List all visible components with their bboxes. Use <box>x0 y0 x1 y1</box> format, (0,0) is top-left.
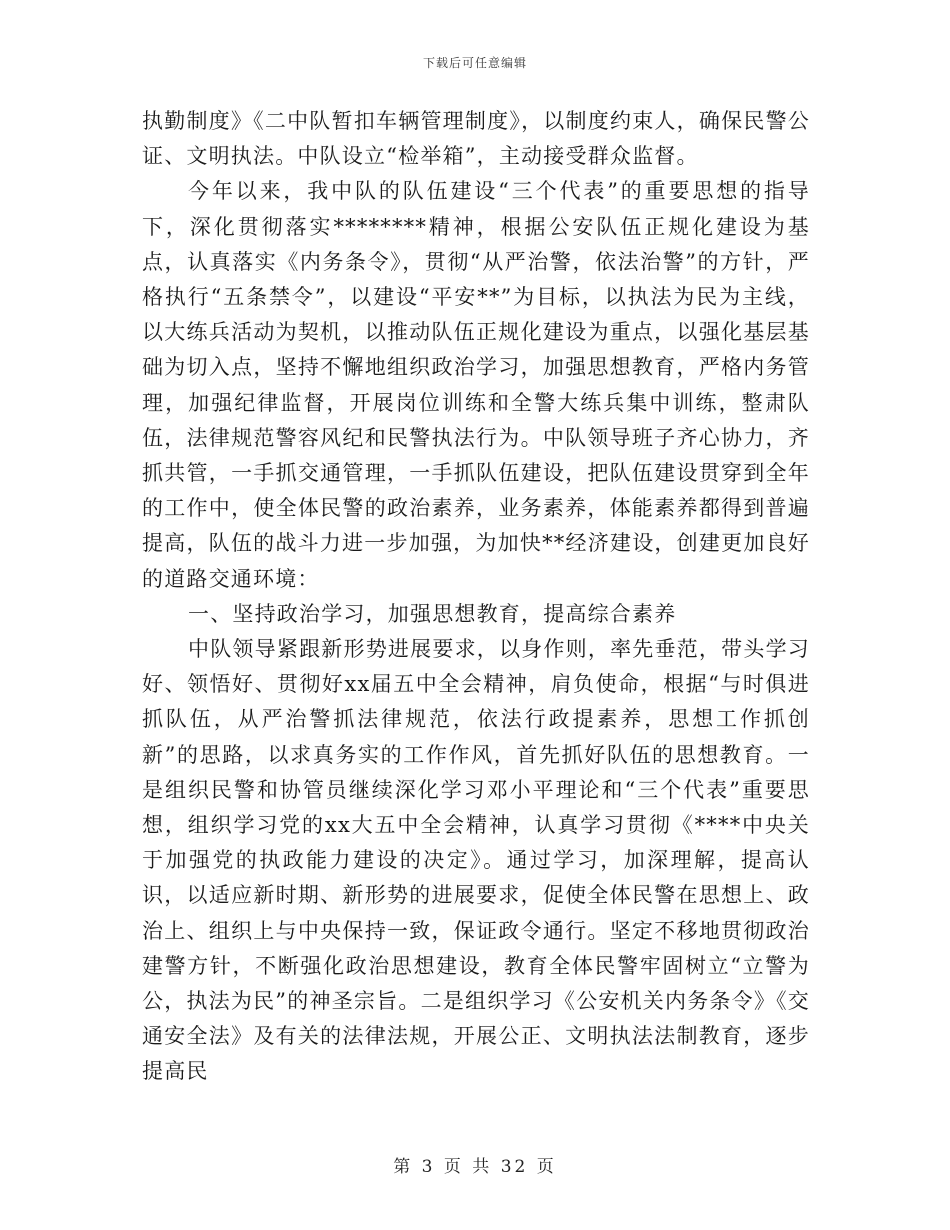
page-number-footer: 第 3 页 共 32 页 <box>393 1157 557 1177</box>
paragraph-continued: 执勤制度》《二中队暂扣车辆管理制度》，以制度约束人，确保民警公证、文明执法。中队设立“检举箱”，主动接受群众监督。 <box>142 109 810 169</box>
paragraph-leadership-study: 中队领导紧跟新形势进展要求，以身作则，率先垂范，带头学习好、领悟好、贯彻好xx届五中全会精神，肩负使命，根据“与时俱进抓队伍，从严治警抓法律规范，依法行政提素养，思想工作抓创新”的思路，以求真务实的工作作风，首先抓好队伍的思想教育。一是组织民警和协管员继续深化学习邓小平理论和“三个代表”重要思想，组织学习党的xx大五中全会精神，认真学习贯彻《****中央关于加强党的执政能力建设的决定》。通过学习，加深理解，提高认识，以适应新时期、新形势的进展要求，促使全体民警在思想上、政治上、组织上与中央保持一致，保证政令通行。坚定不移地贯彻政治建警方针，不断强化政治思想建设，教育全体民警牢固树立“立警为公，执法为民”的神圣宗旨。二是组织学习《公安机关内务条令》《交通安全法》及有关的法律法规，开展公正、文明执法法制教育，逐步提高民 <box>142 637 810 1084</box>
document-body <box>142 104 810 1090</box>
paragraph-team-building: 今年以来，我中队的队伍建设“三个代表”的重要思想的指导下，深化贯彻落实********精神，根据公安队伍正规化建设为基点，认真落实《内务条令》，贯彻“从严治警，依法治警”的方针，严格执行“五条禁令”，以建设“平安**”为目标，以执法为民为主线，以大练兵活动为契机，以推动队伍正规化建设为重点，以强化基层基础为切入点，坚持不懈地组织政治学习，加强思想教育，严格内务管理，加强纪律监督，开展岗位训练和全警大练兵集中训练，整肃队伍，法律规范警容风纪和民警执法行为。中队领导班子齐心协力，齐抓共管，一手抓交通管理，一手抓队伍建设，把队伍建设贯穿到全年的工作中，使全体民警的政治素养，业务素养，体能素养都得到普遍提高，队伍的战斗力进一步加强，为加快**经济建设，创建更加良好的道路交通环境： <box>142 179 810 591</box>
page-header-note: 下载后可任意编辑 <box>422 56 527 70</box>
section-heading-political-study: 一、坚持政治学习，加强思想教育，提高综合素养 <box>188 601 677 626</box>
